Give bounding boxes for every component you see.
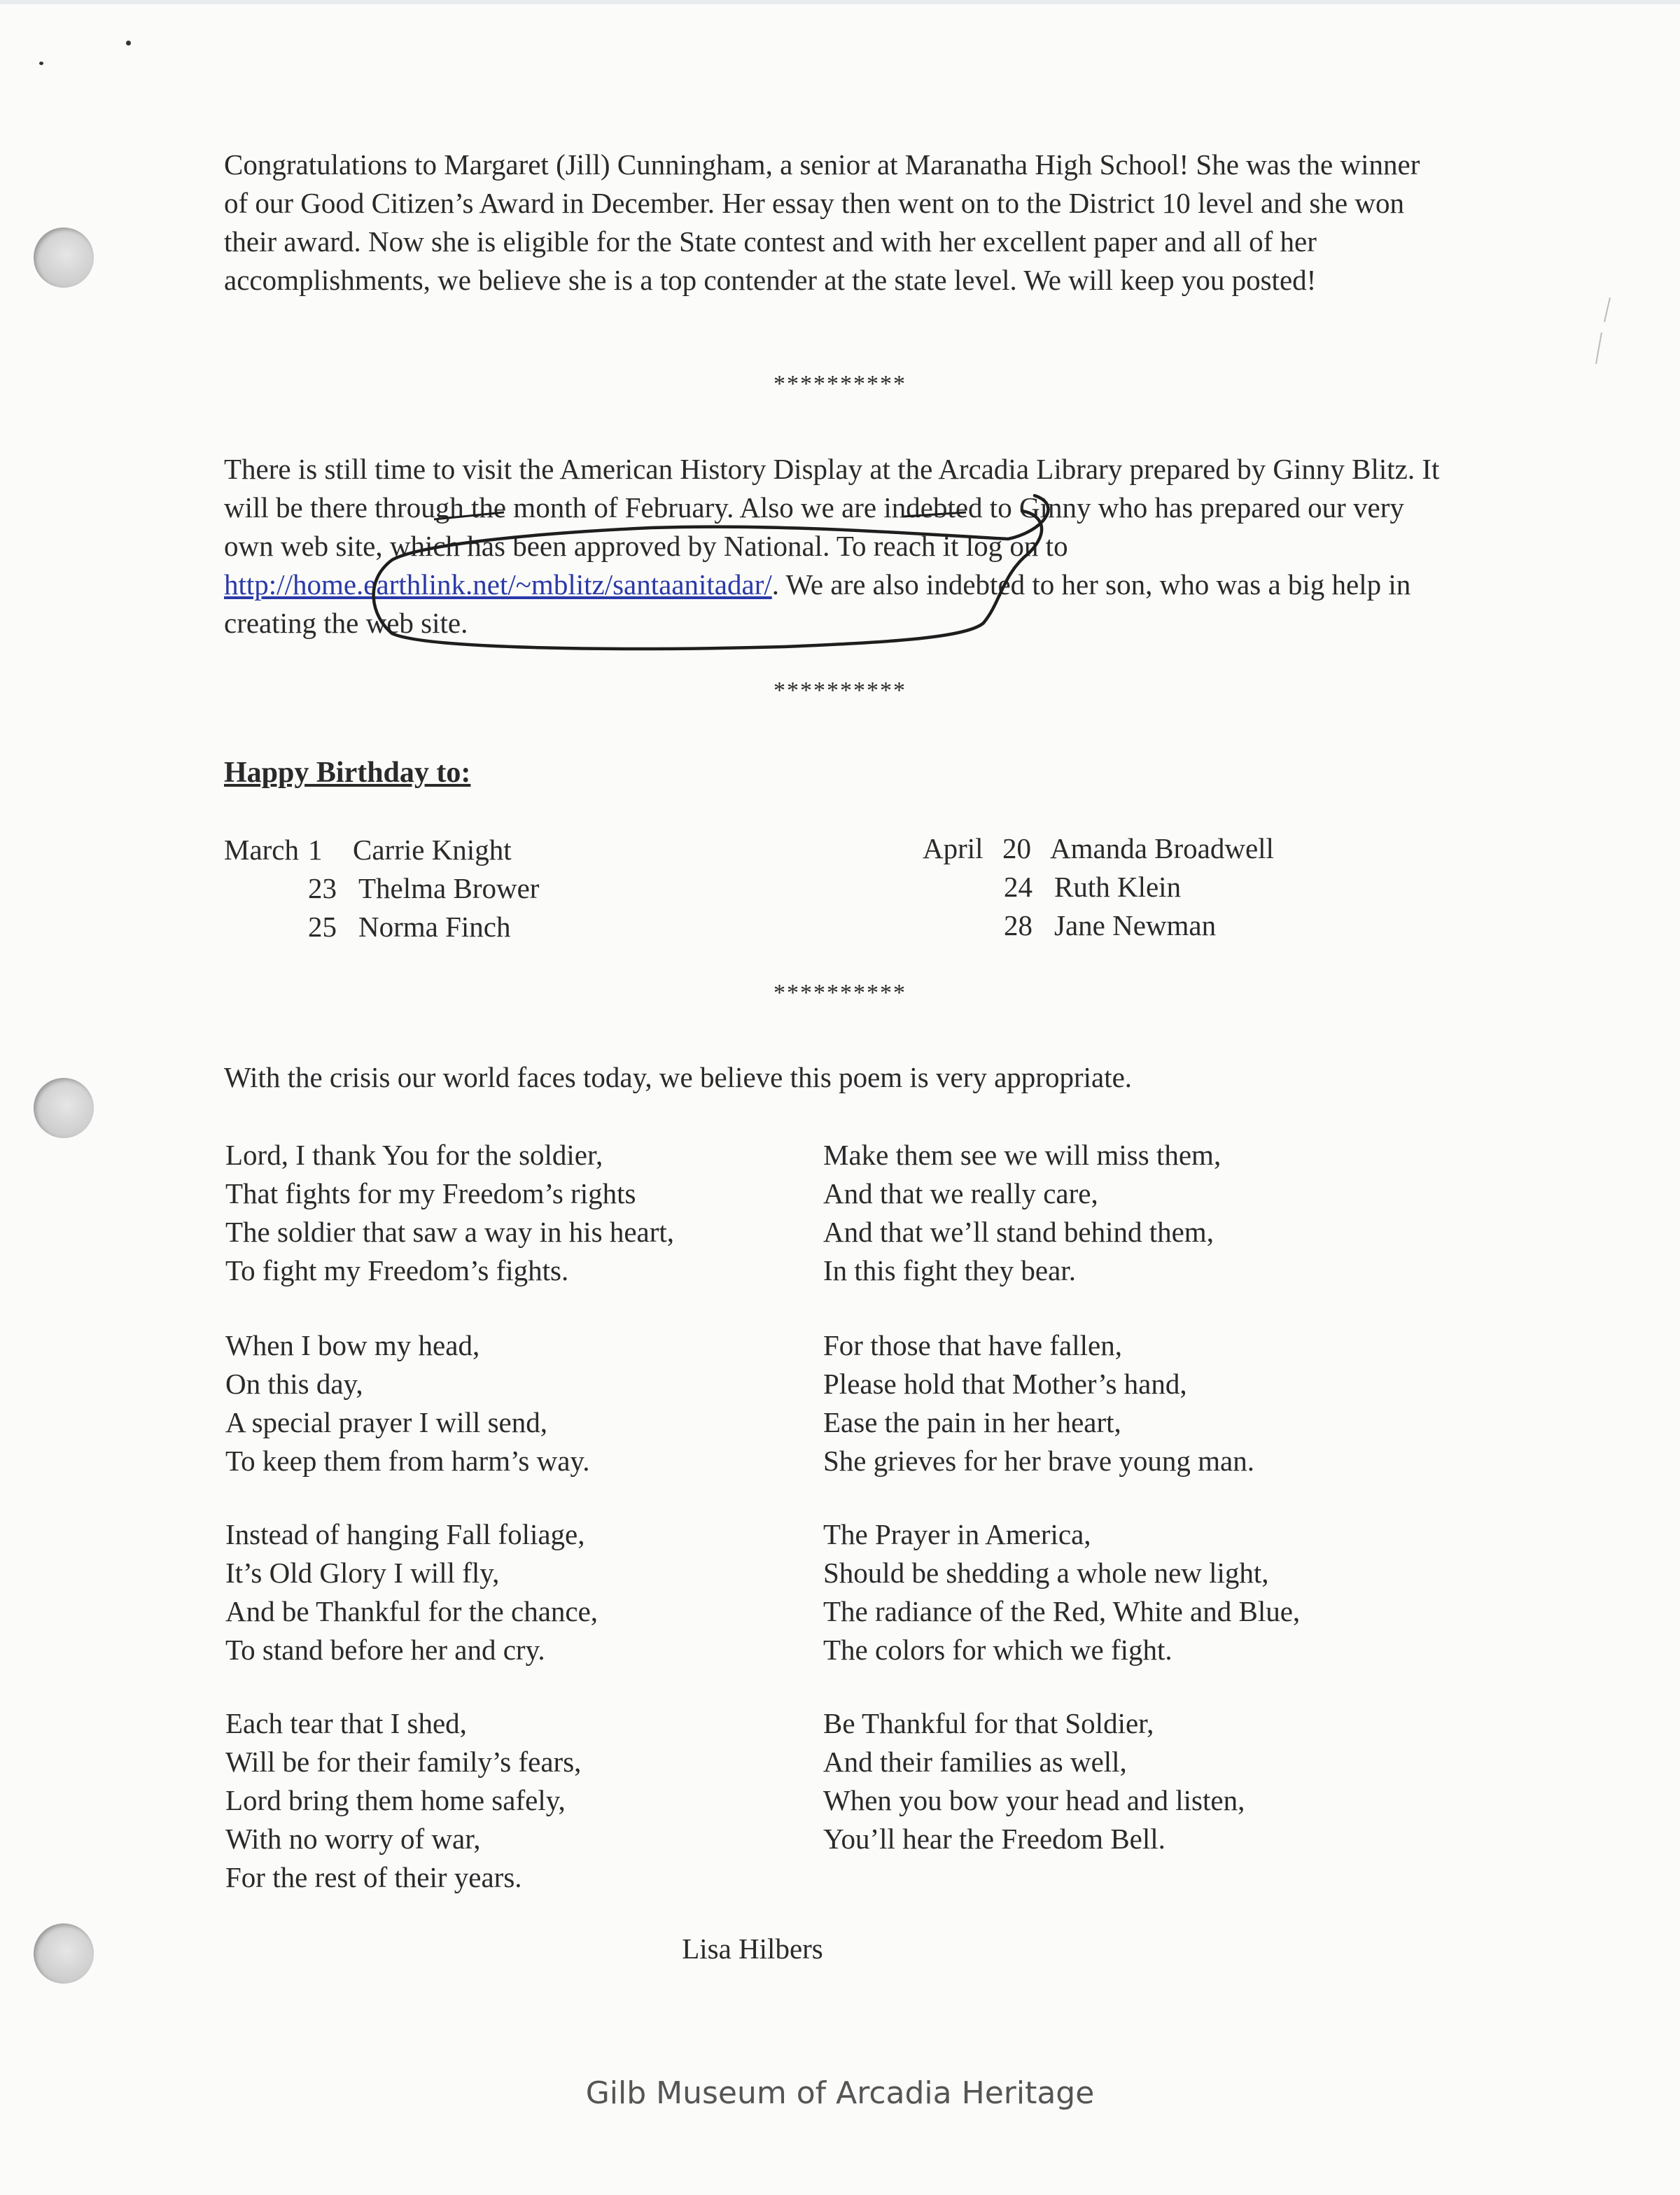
history-display-paragraph [224,450,1449,643]
poem-line: Each tear that I shed, [225,1707,467,1739]
poem-line: That fights for my Freedom’s rights [225,1177,636,1209]
poem-line: The radiance of the Red, White and Blue, [823,1595,1301,1627]
poem-line: For the rest of their years. [225,1861,522,1893]
scan-edge [0,0,1680,4]
separator-stars: ********** [774,980,906,1006]
punch-hole-top [34,227,94,288]
birthday-name: Amanda Broadwell [1050,832,1274,864]
separator-stars: ********** [774,678,906,703]
birthday-name: Jane Newman [1054,909,1217,941]
margin-pencil-mark [1589,294,1617,371]
poem-line: She grieves for her brave young man. [823,1445,1254,1477]
birthday-entry [1054,868,1181,906]
poem-line: The colors for which we fight. [823,1634,1172,1666]
poem-line: Ease the pain in her heart, [823,1406,1121,1438]
birthday-entry [224,831,353,869]
poem-line: And that we’ll stand behind them, [823,1216,1214,1248]
paragraph-text: There is still time to visit the American History Display at the Arcadia Library prepared by Ginny Blitz. It will be there through the month of February. Also we are indebted to Ginny who has prepared our very own web site, which has been approved by National. To reach it log on to [224,453,1440,562]
poem-line: Should be shedding a whole new light, [823,1557,1269,1589]
poem-line: To stand before her and cry. [225,1634,545,1666]
poem-line: To keep them from harm’s way. [225,1445,590,1477]
poem-line: Be Thankful for that Soldier, [823,1707,1154,1739]
poem-line: You’ll hear the Freedom Bell. [823,1823,1166,1855]
birthday-entry [923,829,983,868]
birthday-entry [1004,868,1032,906]
congratulations-paragraph: Congratulations to Margaret (Jill) Cunningham, a senior at Maranatha High School! She was the winner of our Good Citizen’s Award in December. Her essay then went on to the District 10 level and she won their award. Now she is eligible for the State contest and with her excellent paper and all of her accomplishments, we believe she is a top contender at the state level. We will keep you posted! [224,148,1420,296]
birthday-entry [308,908,337,946]
birthday-entry [308,869,337,908]
birthday-entry [1050,829,1274,868]
museum-footer: Gilb Museum of Arcadia Heritage [585,2075,1095,2111]
birthday-month: March [224,834,300,866]
poem-line: And that we really care, [823,1177,1098,1209]
poem-intro: With the crisis our world faces today, we believe this poem is very appropriate. [224,1061,1133,1093]
birthday-entry [308,831,323,869]
poem-line: And their families as well, [823,1746,1127,1778]
birthday-month: April [923,832,983,864]
poem-stanza-right-2 [823,1326,1254,1480]
birthday-entry [358,908,511,946]
scan-speck [126,41,131,45]
poem-line: It’s Old Glory I will fly, [225,1557,500,1589]
poem-stanza-right-3 [823,1515,1300,1669]
website-link[interactable]: http://home.earthlink.net/~mblitz/santaanitadar/ [224,568,772,601]
birthday-day: 20 [1002,832,1031,864]
separator-stars: ********** [774,371,906,397]
poem-line: Lord bring them home safely, [225,1784,566,1816]
birthday-entry [1004,906,1032,945]
birthday-entry [1054,906,1216,945]
birthday-name: Thelma Brower [358,872,540,904]
poem-line: On this day, [225,1368,363,1400]
poem-line: To fight my Freedom’s fights. [225,1254,569,1286]
punch-hole-middle [34,1078,94,1138]
poem-line: Instead of hanging Fall foliage, [225,1518,585,1550]
birthday-day: 28 [1004,909,1032,941]
poem-line: Will be for their family’s fears, [225,1746,582,1778]
birthday-entry [353,831,512,869]
poem-line: Please hold that Mother’s hand, [823,1368,1187,1400]
poem-line: In this fight they bear. [823,1254,1076,1286]
birthday-day: 23 [308,872,337,904]
birthday-day: 24 [1004,871,1032,903]
poem-line: With no worry of war, [225,1823,481,1855]
paragraph-text: . We are also indebted to her son, who was a big help in creating the web site. [224,568,1411,639]
poem-line: The soldier that saw a way in his heart, [225,1216,675,1248]
poem-line: When I bow my head, [225,1329,480,1361]
birthday-heading: Happy Birthday to: [224,757,471,789]
poem-stanza-left-1 [225,1136,674,1290]
poem-line: For those that have fallen, [823,1329,1122,1361]
birthday-day: 1 [308,834,323,866]
poem-stanza-left-4 [225,1704,581,1897]
poem-line: A special prayer I will send, [225,1406,547,1438]
poem-stanza-right-1 [823,1136,1221,1290]
poem-stanza-right-4 [823,1704,1245,1858]
birthday-day: 25 [308,911,337,943]
poem-stanza-left-2 [225,1326,590,1480]
scan-speck [39,62,43,65]
birthday-name: Norma Finch [358,911,511,943]
poem-author: Lisa Hilbers [682,1933,823,1965]
poem-line: When you bow your head and listen, [823,1784,1245,1816]
poem-stanza-left-3 [225,1515,598,1669]
poem-line: And be Thankful for the chance, [225,1595,598,1627]
birthday-name: Ruth Klein [1054,871,1182,903]
poem-line: The Prayer in America, [823,1518,1091,1550]
birthday-name: Carrie Knight [353,834,512,866]
birthday-entry [358,869,539,908]
poem-line: Make them see we will miss them, [823,1139,1222,1171]
poem-line: Lord, I thank You for the soldier, [225,1139,603,1171]
birthday-entry [1002,829,1031,868]
